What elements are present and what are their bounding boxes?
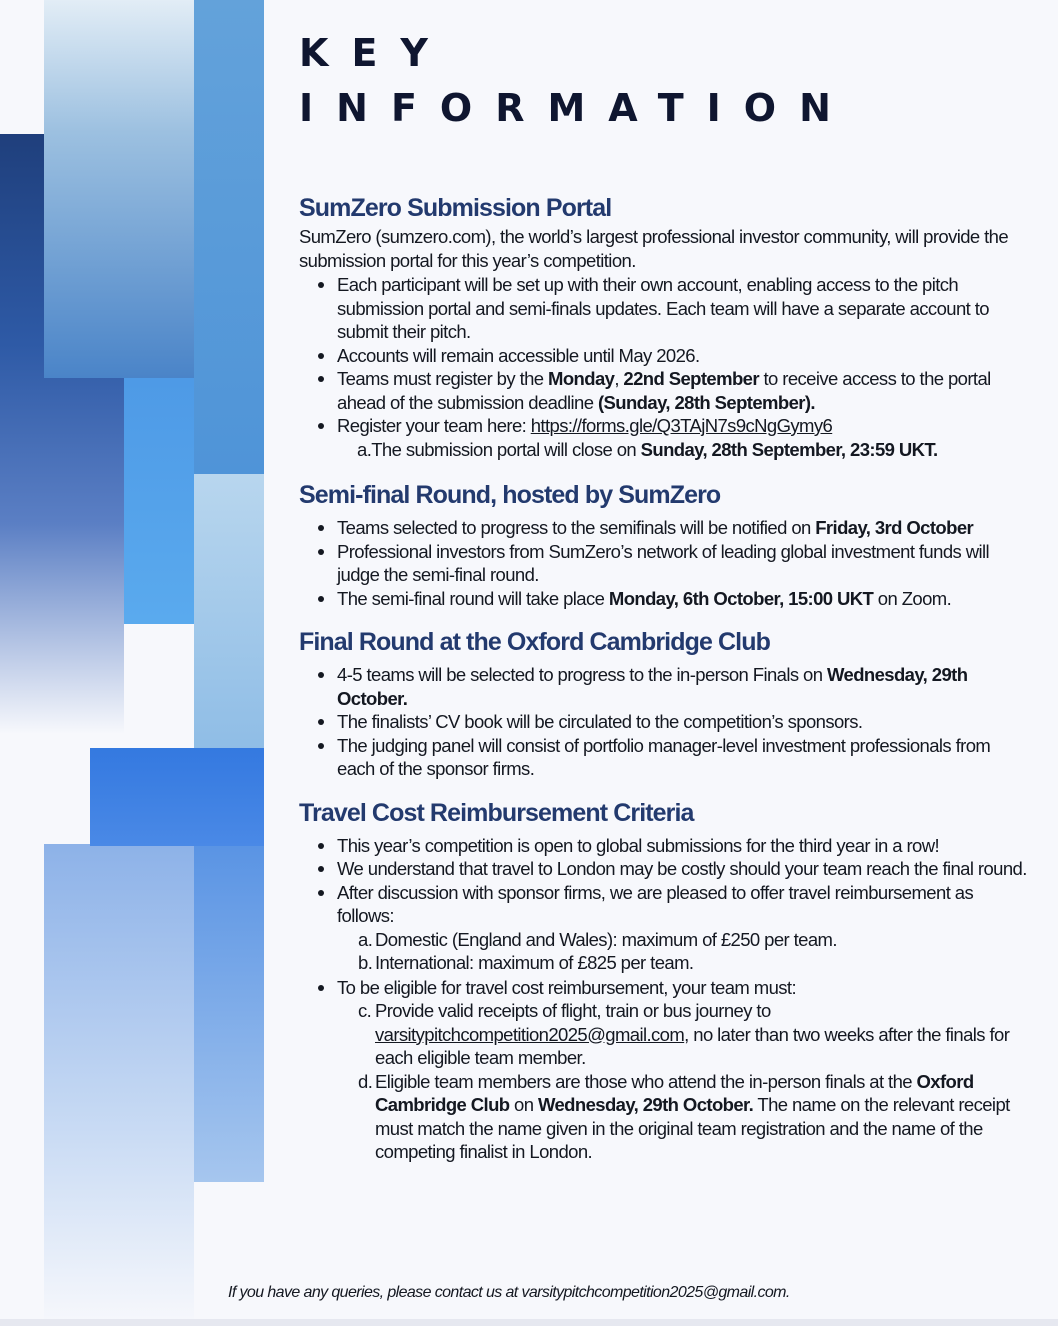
bullet-list [299,834,1029,928]
decor-block [44,0,194,378]
registration-link[interactable]: https://forms.gle/Q3TAjN7s9cNgGymy6 [530,415,833,436]
section-heading-final-round: Final Round at the Oxford Cambridge Club [299,628,770,656]
footer-contact-note: If you have any queries, please contact us at varsitypitchcompetition2025@gmail.com. [228,1284,790,1301]
section-heading-submission-portal: SumZero Submission Portal [299,194,612,222]
sub-list-item: a.The submission portal will close on Sunday, 28th September, 23:59 UKT. [357,438,938,460]
list-item: Each participant will be set up with their own account, enabling access to the pitch submission portal and semi-finals updates. Each team will have a separate account to submit their pitch. [299,273,1029,344]
decor-block [44,844,194,1326]
sub-list-item: d. Eligible team members are those who attend the in-person finals at the Oxford Cambridge Club on Wednesday, 29th October. The name on the relevant receipt must match the name given in the original team registration and the name of the competing finalist in London. [358,1070,1010,1162]
title-line-2: INFORMATION [299,86,854,130]
decor-block [194,846,264,1182]
list-item: 4-5 teams will be selected to progress to the in-person Finals on Wednesday, 29th October. [299,663,1029,710]
list-item: The finalists’ CV book will be circulated to the competition’s sponsors. [299,710,1029,734]
decor-block [124,378,194,624]
sub-list-item: c. Provide valid receipts of flight, train or bus journey to varsitypitchcompetition2025@gmail.com, no later than two weeks after the finals for each eligible team member. [358,1000,1010,1068]
bullet-list [299,663,1029,781]
decor-block [194,474,264,750]
decor-block [90,748,264,846]
section-heading-semi-final: Semi-final Round, hosted by SumZero [299,481,721,509]
list-item: The judging panel will consist of portfolio manager-level investment professionals from each of the sponsor firms. [299,734,1029,781]
list-item: The semi-final round will take place Monday, 6th October, 15:00 UKT on Zoom. [299,587,1029,611]
list-item: Teams selected to progress to the semifinals will be notified on Friday, 3rd October [299,516,1029,540]
list-item: Professional investors from SumZero’s network of leading global investment funds will judge the semi-final round. [299,540,1029,587]
decor-block [194,0,264,474]
list-item: This year’s competition is open to global submissions for the third year in a row! [299,834,1029,858]
list-item: We understand that travel to London may be costly should your team reach the final round. [299,857,1029,881]
sub-list-item: a. Domestic (England and Wales): maximum of £250 per team. [358,928,837,950]
list-item: Teams must register by the Monday, 22nd September to receive access to the portal ahead of the submission deadline (Sunday, 28th September). [299,367,1029,414]
page-bottom-edge [0,1319,1058,1326]
bullet-list [299,273,1029,438]
title-line-1: KEY [299,31,451,75]
email-link[interactable]: varsitypitchcompetition2025@gmail.com [375,1023,685,1045]
bullet-list [299,976,1029,1000]
list-item: Accounts will remain accessible until May 2026. [299,344,1029,368]
list-item: Register your team here: https://forms.gle/Q3TAjN7s9cNgGymy6 [299,414,1029,438]
list-item: To be eligible for travel cost reimbursement, your team must: [299,976,1029,1000]
sub-list [299,928,1029,975]
section-intro: SumZero (sumzero.com), the world’s largest professional investor community, will provide the submission portal for this year’s competition. [299,226,1009,271]
sub-list [299,999,1029,1164]
sub-list [299,438,1029,462]
section-heading-travel-reimbursement: Travel Cost Reimbursement Criteria [299,798,694,827]
bullet-list [299,516,1029,610]
main-content [299,26,1029,1164]
sub-list-item: b. International: maximum of £825 per team. [358,952,694,973]
decorative-gradient-panel [0,0,264,1326]
page-title [299,26,1029,136]
list-item: After discussion with sponsor firms, we are pleased to offer travel reimbursement as follows: [299,881,1029,928]
